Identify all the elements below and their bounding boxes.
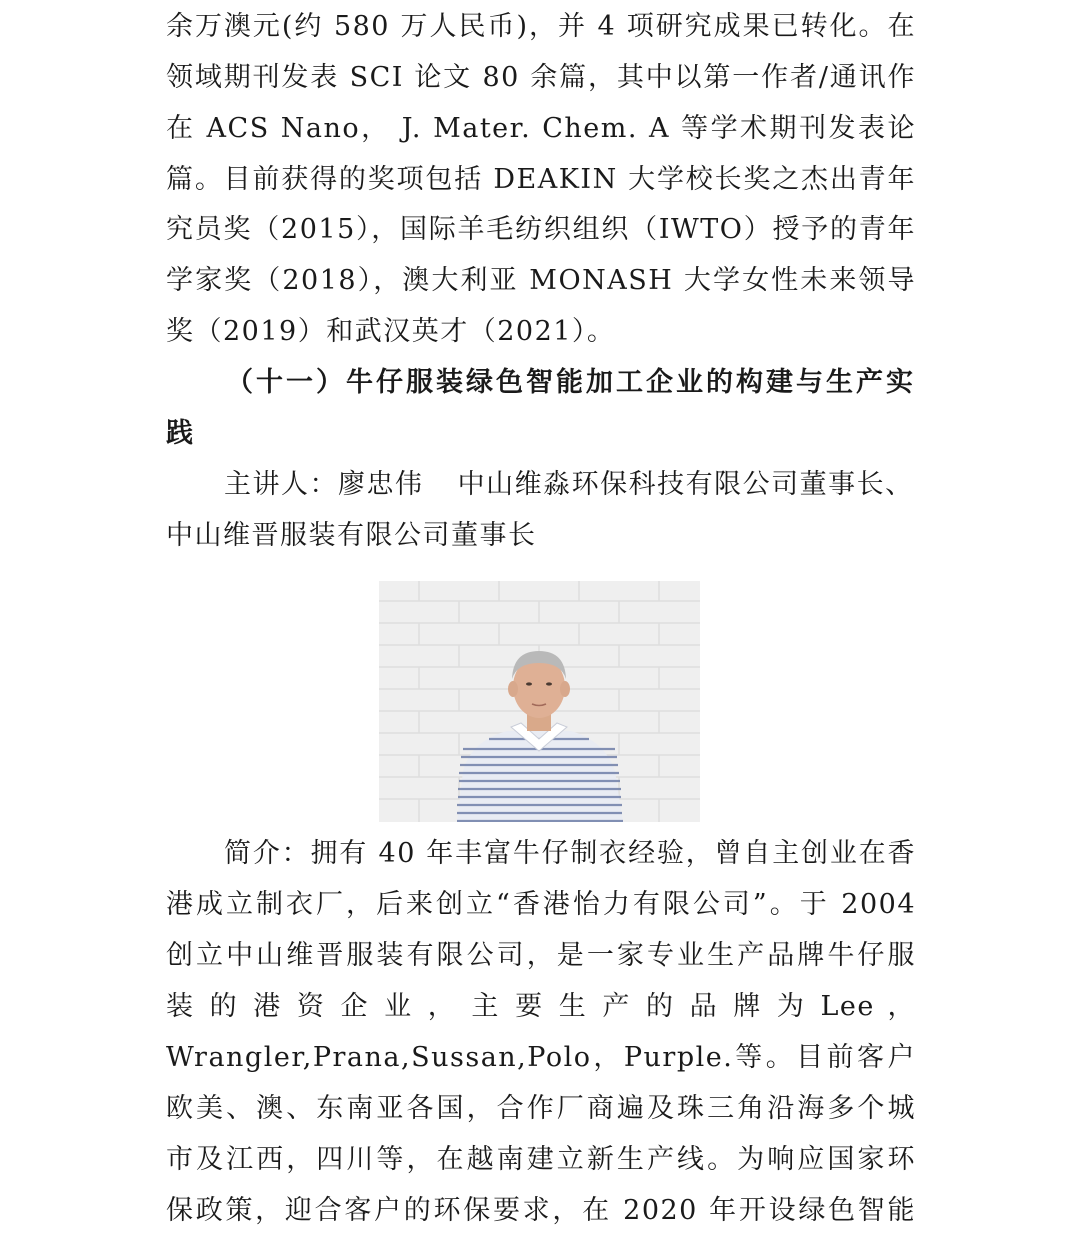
paragraph-line: 究员奖（2015），国际羊毛纺织组织（IWTO）授予的青年 bbox=[166, 214, 916, 245]
paragraph-line: 领域期刊发表 SCI 论文 80 余篇，其中以第一作者/通讯作 bbox=[166, 62, 916, 93]
intro-line: 港成立制衣厂，后来创立“香港怡力有限公司”。于 2004 bbox=[166, 889, 916, 920]
intro-line: Wrangler,Prana,Sussan,Polo，Purple.等。目前客户 bbox=[166, 1042, 916, 1073]
intro-line: 保政策，迎合客户的环保要求，在 2020 年开设绿色智能 bbox=[166, 1195, 916, 1226]
intro-line: 欧美、澳、东南亚各国，合作厂商遍及珠三角沿海多个城 bbox=[166, 1093, 916, 1124]
paragraph-line: 余万澳元(约 580 万人民币)，并 4 项研究成果已转化。在 bbox=[166, 11, 916, 42]
paragraph-line: 在 ACS Nano， J. Mater. Chem. A 等学术期刊发表论 bbox=[166, 113, 916, 144]
intro-line: 简介：拥有 40 年丰富牛仔制衣经验，曾自主创业在香 bbox=[224, 838, 916, 869]
intro-line: 装 的 港 资 企 业 ， 主 要 生 产 的 品 牌 为 Lee ， bbox=[166, 991, 916, 1022]
speaker-photo bbox=[379, 581, 700, 822]
intro-line: 创立中山维晋服装有限公司，是一家专业生产品牌牛仔服 bbox=[166, 940, 916, 971]
section-heading: （十一）牛仔服装绿色智能加工企业的构建与生产实 bbox=[226, 367, 916, 398]
section-heading-continuation: 践 bbox=[166, 418, 196, 449]
paragraph-line: 奖（2019）和武汉英才（2021）。 bbox=[166, 316, 616, 347]
intro-line: 市及江西，四川等，在越南建立新生产线。为响应国家环 bbox=[166, 1144, 916, 1175]
speaker-line: 主讲人：廖忠伟 中山维淼环保科技有限公司董事长、 bbox=[224, 469, 914, 500]
speaker-photo-illustration bbox=[379, 581, 700, 822]
speaker-line: 中山维晋服装有限公司董事长 bbox=[166, 520, 537, 551]
paragraph-line: 学家奖（2018），澳大利亚 MONASH 大学女性未来领导 bbox=[166, 265, 916, 296]
paragraph-line: 篇。目前获得的奖项包括 DEAKIN 大学校长奖之杰出青年 bbox=[166, 164, 916, 195]
